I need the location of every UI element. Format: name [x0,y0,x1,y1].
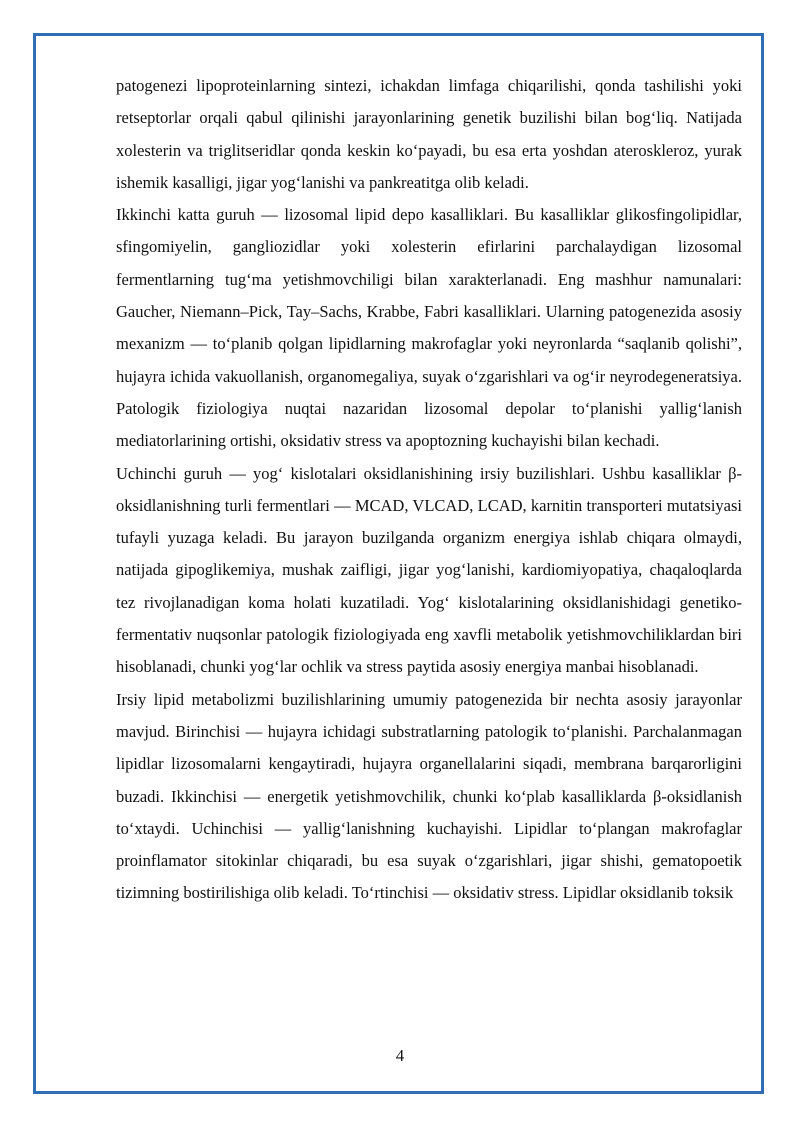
paragraph-3: Uchinchi guruh — yog‘ kislotalari oksidlanishining irsiy buzilishlari. Ushbu kasalliklar β-oksidlanishning turli fermentlari — MCAD, VLCAD, LCAD, karnitin transporteri mutatsiyasi tufayli yuzaga keladi. Bu jarayon buzilganda organizm energiya ishlab chiqara olmaydi, natijada gipoglikemiya, mushak zaifligi, jigar yog‘lanishi, kardiomiyopatiya, chaqaloqlarda tez rivojlanadigan koma holati kuzatiladi. Yog‘ kislotalarining oksidlanishidagi genetiko-fermentativ nuqsonlar patologik fiziologiyada eng xavfli metabolik yetishmovchiliklardan biri hisoblanadi, chunki yog‘lar ochlik va stress paytida asosiy energiya manbai hisoblanadi. [116,463,742,677]
document-body [116,70,742,910]
paragraph-2: Ikkinchi katta guruh — lizosomal lipid depo kasalliklari. Bu kasalliklar glikosfingolipidlar, sfingomiyelin, gangliozidlar yoki xolesterin efirlarini parchalaydigan lizosomal fermentlarning tug‘ma yetishmovchiligi bilan xarakterlanadi. Eng mashhur namunalari: Gaucher, Niemann–Pick, Tay–Sachs, Krabbe, Fabri kasalliklari. Ularning patogenezida asosiy mexanizm — to‘planib qolgan lipidlarning makrofaglar yoki neyronlarda “saqlanib qolishi”, hujayra ichida vakuollanish, organomegaliya, suyak o‘zgarishlari va og‘ir neyrodegeneratsiya. Patologik fiziologiya nuqtai nazaridan lizosomal depolar to‘planishi yallig‘lanish mediatorlarining ortishi, oksidativ stress va apoptozning kuchayishi bilan kechadi. [116,205,742,451]
paragraph-4: Irsiy lipid metabolizmi buzilishlarining umumiy patogenezida bir nechta asosiy jarayonlar mavjud. Birinchisi — hujayra ichidagi substratlarning patologik to‘planishi. Parchalanmagan lipidlar lizosomalarni kengaytiradi, hujayra organellalarini siqadi, membrana barqarorligini buzadi. Ikkinchisi — energetik yetishmovchilik, chunki ko‘plab kasalliklarda β-oksidlanish to‘xtaydi. Uchinchisi — yallig‘lanishning kuchayishi. Lipidlar to‘plangan makrofaglar proinflamator sitokinlar chiqaradi, bu esa suyak o‘zgarishlari, jigar shishi, gematopoetik tizimning bostirilishiga olib keladi. To‘rtinchisi — oksidativ stress. Lipidlar oksidlanib toksik [116,689,742,903]
page-number: 4 [395,1046,405,1065]
paragraph-1: patogenezi lipoproteinlarning sintezi, ichakdan limfaga chiqarilishi, qonda tashilishi yoki retseptorlar orqali qabul qilinishi jarayonlarining genetik buzilishi bilan bog‘liq. Natijada xolesterin va triglitseridlar qonda keskin ko‘payadi, bu esa erta yoshdan ateroskleroz, yurak ishemik kasalligi, jigar yog‘lanishi va pankreatitga olib keladi. [116,76,742,192]
